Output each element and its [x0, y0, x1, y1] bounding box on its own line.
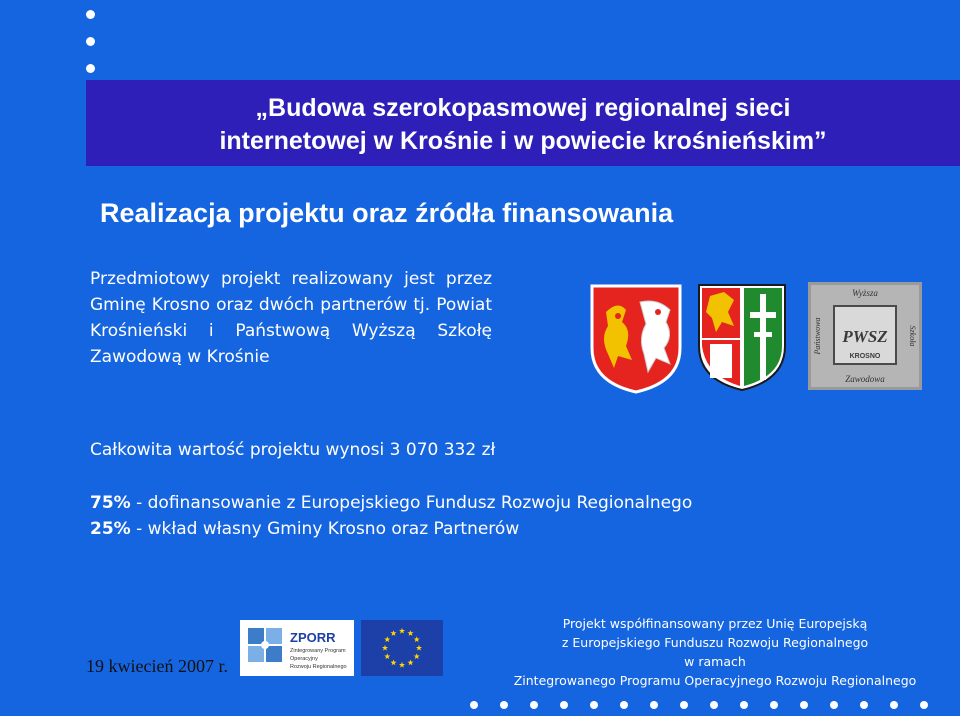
funding-percent: 25% [90, 519, 131, 539]
bullet-dot [860, 701, 868, 709]
pwsz-text-bottom: Zawodowa [845, 374, 885, 384]
zporr-sub3: Rozwoju Regionalnego [290, 664, 347, 670]
pwsz-city: KROSNO [849, 353, 881, 360]
bullet-dot [920, 701, 928, 709]
funding-percent: 75% [90, 493, 131, 513]
total-project-value: Całkowita wartość projektu wynosi 3 070 332 zł [90, 440, 496, 460]
slide-title-line2: internetowej w Krośnie i w powiecie krośnieńskim” [219, 127, 827, 155]
eu-cofinancing-note [470, 614, 960, 690]
zporr-logo-icon [240, 620, 354, 676]
bullet-dot [800, 701, 808, 709]
bullet-dot [740, 701, 748, 709]
funding-row [90, 490, 692, 516]
slide-subtitle: Realizacja projektu oraz źródła finansowania [100, 198, 674, 228]
eu-note-line: Zintegrowanego Programu Operacyjnego Rozwoju Regionalnego [513, 673, 917, 688]
bullet-dot [86, 64, 95, 73]
funding-breakdown [90, 490, 692, 542]
bullet-dot [530, 701, 538, 709]
bullet-dot [710, 701, 718, 709]
bullet-dot [770, 701, 778, 709]
bullet-dot [590, 701, 598, 709]
pwsz-text-top: Wyższa [852, 288, 878, 298]
bullet-dot [890, 701, 898, 709]
zporr-sub1: Zintegrowany Program [290, 648, 346, 654]
eu-flag-icon [361, 620, 443, 676]
zporr-name: ZPORR [290, 630, 336, 645]
pwsz-mark: PWSZ [842, 327, 888, 346]
slide-title-line1: „Budowa szerokopasmowej regionalnej sieci [255, 94, 791, 122]
slide-date: 19 kwiecień 2007 r. [86, 656, 228, 676]
funding-description: - dofinansowanie z Europejskiego Fundusz Rozwoju Regionalnego [130, 493, 693, 513]
decorative-bullets-top [86, 10, 95, 91]
krosno-coat-of-arms-icon [588, 282, 684, 394]
powiat-coat-of-arms-icon [696, 282, 788, 392]
bullet-dot [560, 701, 568, 709]
decorative-bullets-bottom [470, 701, 950, 709]
eu-note-line: w ramach [684, 654, 746, 669]
bullet-dot [680, 701, 688, 709]
zporr-sub2: Operacyjny [290, 656, 318, 662]
funding-description: - wkład własny Gminy Krosno oraz Partnerów [130, 519, 520, 539]
bullet-dot [650, 701, 658, 709]
eu-note-line: z Europejskiego Funduszu Rozwoju Regionalnego [561, 635, 869, 650]
funding-row [90, 516, 692, 542]
pwsz-text-right: Szkoła [908, 325, 917, 347]
pwsz-krosno-logo-icon [808, 282, 922, 390]
bullet-dot [86, 10, 95, 19]
bullet-dot [500, 701, 508, 709]
bullet-dot [470, 701, 478, 709]
eu-note-line: Projekt współfinansowany przez Unię Europejską [562, 616, 868, 631]
project-description: Przedmiotowy projekt realizowany jest przez Gminę Krosno oraz dwóch partnerów tj. Powiat Krośnieński i Państwową Wyższą Szkołę Zawodową w Krośnie [90, 269, 492, 367]
bullet-dot [86, 37, 95, 46]
bullet-dot [620, 701, 628, 709]
slide-title [86, 92, 960, 158]
pwsz-text-left: Państwowa [813, 317, 822, 355]
bullet-dot [830, 701, 838, 709]
